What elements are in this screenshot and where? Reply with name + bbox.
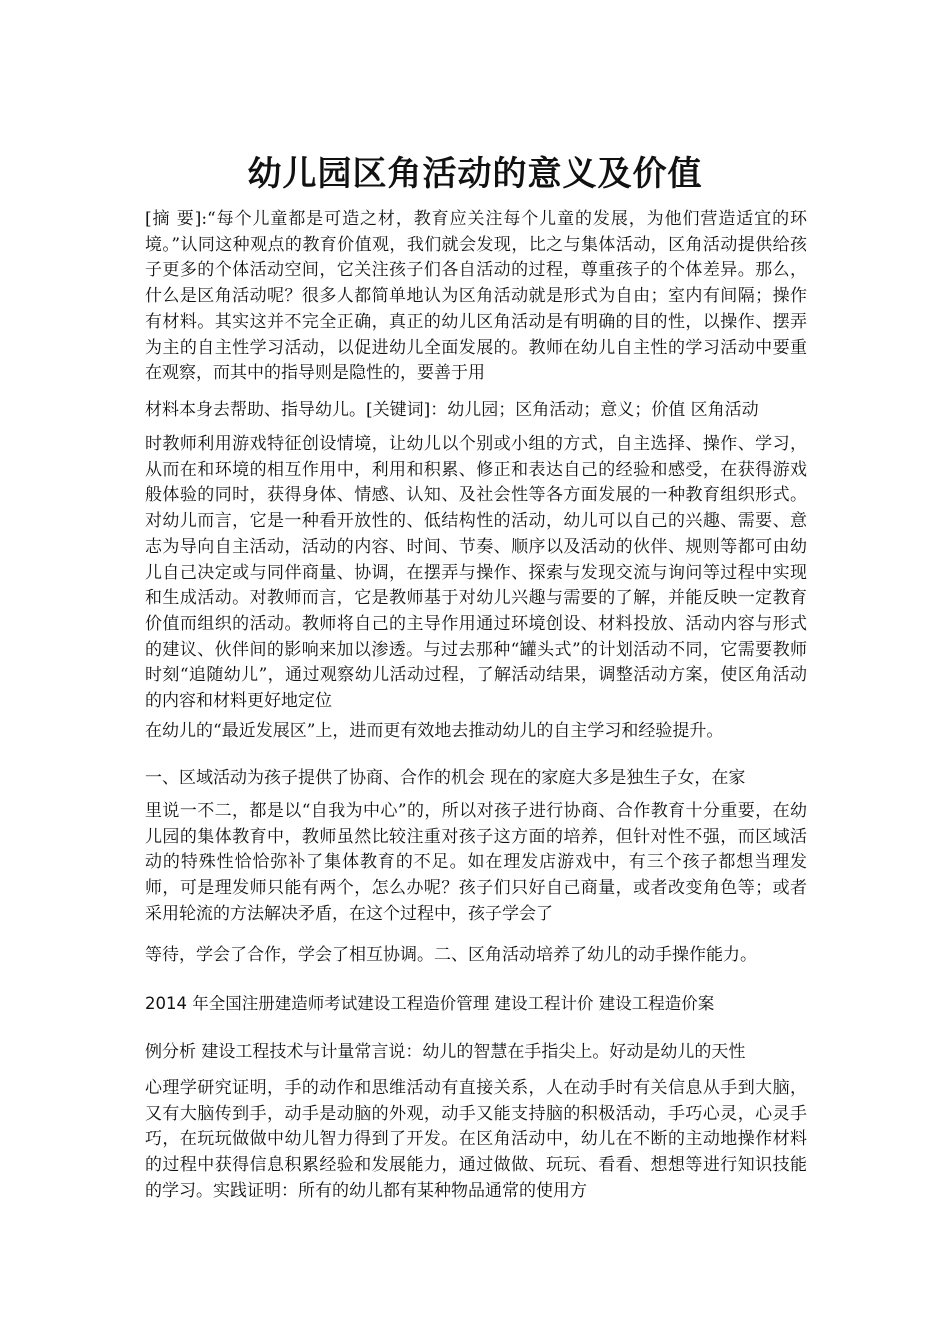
body-paragraph-cooperation: 里说一不二，都是以“自我为中心”的，所以对孩子进行协商、合作教育十分重要，在幼儿园的集体教育中，教师虽然比较注重对孩子这方面的培养，但针对性不强，而区域活动的特殊性恰恰弥补了集体教育的不足。如在理发店游戏中，有三个孩子都想当理发师，可是理发师只能有两个，怎么办呢？孩子们只好自己商量，或者改变角色等；或者采用轮流的方法解决矛盾，在这个过程中，孩子学会了 (145, 801, 807, 924)
body-paragraph-psychology: 心理学研究证明，手的动作和思维活动有直接关系，人在动手时有关信息从手到大脑，又有大脑传到手，动手是动脑的外观，动手又能支持脑的积极活动，手巧心灵，心灵手巧，在玩玩做做中幼儿智力得到了开发。在区角活动中，幼儿在不断的主动地操作材料的过程中获得信息积累经验和发展能力，通过做做、玩玩、看看、想想等进行知识技能的学习。实践证明：所有的幼儿都有某种物品通常的使用方 (145, 1078, 807, 1201)
body-paragraph-definition: 时教师利用游戏特征创设情境，让幼儿以个别或小组的方式，自主选择、操作、学习，从而在和环境的相互作用中，利用和积累、修正和表达自己的经验和感受，在获得游戏般体验的同时，获得身体、情感、认知、及社会性等各方面发展的一种教育组织形式。对幼儿而言，它是一种看开放性的、低结构性的活动，幼儿可以自己的兴趣、需要、意志为导向自主活动，活动的内容、时间、节奏、顺序以及活动的伙伴、规则等都可由幼儿自己决定或与同伴商量、协调，在摆弄与操作、探索与发现交流与询问等过程中实现和生成活动。对教师而言，它是教师基于对幼儿兴趣与需要的了解，并能反映一定教育价值而组织的活动。教师将自己的主导作用通过环境创设、材料投放、活动内容与形式的建议、伙伴间的影响来加以渗透。与过去那种“罐头式”的计划活动不同，它需要教师时刻“追随幼儿”，通过观察幼儿活动过程，了解活动结果，调整活动方案，使区角活动的内容和材料更好地定位 (145, 434, 807, 712)
abstract-paragraph: [摘 要]:“每个儿童都是可造之材，教育应关注每个儿童的发展，为他们营造适宜的环境。”认同这种观点的教育价值观，我们就会发现，比之与集体活动，区角活动提供给孩子更多的个体活动空间，它关注孩子们各自活动的过程，尊重孩子的个体差异。那么，什么是区角活动呢？很多人都简单地认为区角活动就是形式为自由；室内有间隔；操作有材料。其实这并不完全正确，真正的幼儿区角活动是有明确的目的性，以操作、摆弄为主的自主性学习活动，以促进幼儿全面发展的。教师在幼儿自主性的学习活动中要重在观察，而其中的指导则是隐性的，要善于用 (145, 209, 807, 384)
section-heading-handson: 等待，学会了合作，学会了相互协调。二、区角活动培养了幼儿的动手操作能力。 (145, 945, 757, 965)
body-paragraph-zone: 在幼儿的“最近发展区”上，进而更有效地去推动幼儿的自主学习和经验提升。 (145, 721, 724, 741)
inserted-exam-line: 2014 年全国注册建造师考试建设工程造价管理 建设工程计价 建设工程造价案 (145, 994, 715, 1013)
body-paragraph-saying: 例分析 建设工程技术与计量常言说：幼儿的智慧在手指尖上。好动是幼儿的天性 (145, 1042, 746, 1062)
document-title: 幼儿园区角活动的意义及价值 (247, 153, 703, 194)
keywords-paragraph: 材料本身去帮助、指导幼儿。[关键词]：幼儿园；区角活动；意义；价值 区角活动 (145, 400, 759, 420)
section-heading-cooperation: 一、区域活动为孩子提供了协商、合作的机会 现在的家庭大多是独生子女，在家 (145, 768, 746, 788)
